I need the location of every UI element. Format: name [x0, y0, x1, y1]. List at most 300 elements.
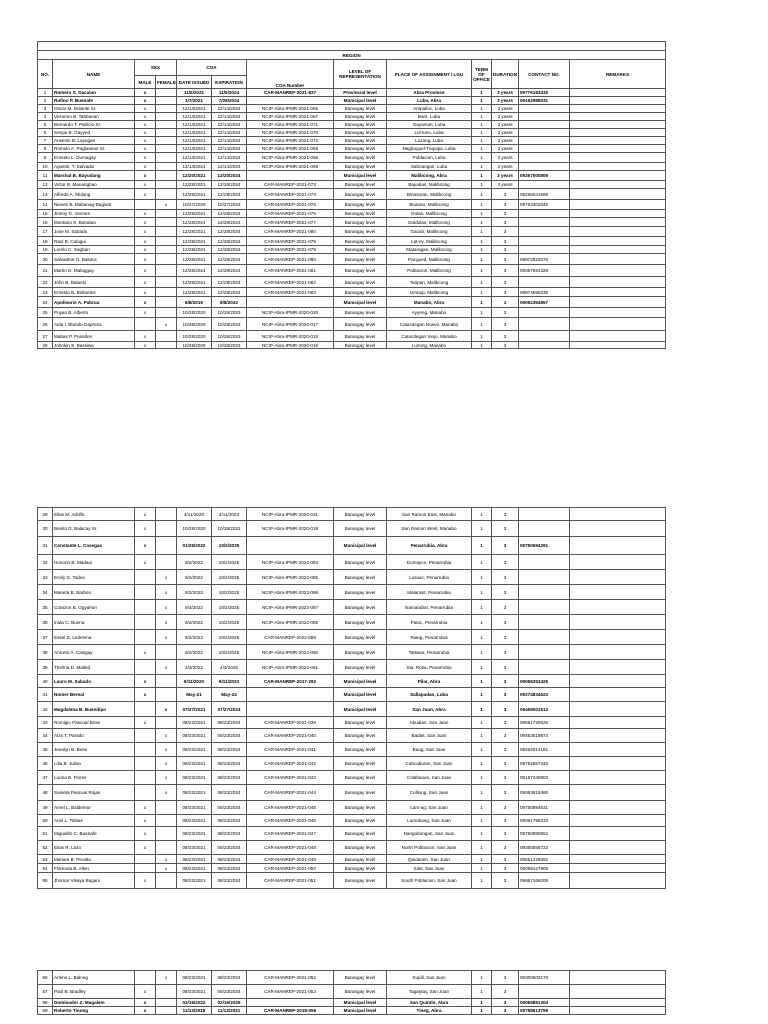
- cell-female: [156, 675, 177, 688]
- cell-name: Sanieta Pascual Rojas: [53, 785, 135, 801]
- cell-male: [135, 615, 156, 630]
- cell-date-issued: 08/23/2021: [177, 757, 212, 771]
- cell-male: [135, 771, 156, 785]
- cell-term: 1: [472, 121, 492, 129]
- cell-coa-number: CAR-MANREP-2021-075: [247, 200, 334, 210]
- cell-coa-number: CAR-MANREP-2021-042: [247, 757, 334, 771]
- cell-female: [156, 129, 177, 137]
- cell-place: Catacdegan Nuevo, Manabo: [387, 318, 472, 331]
- col-name: NAME: [53, 60, 135, 89]
- table-row: [38, 318, 666, 331]
- table-row: [38, 308, 666, 318]
- cell-date-issued: 08/23/2021: [177, 801, 212, 815]
- cell-term: 1: [472, 864, 492, 873]
- cell-expiration: 07/27/2024: [212, 702, 247, 717]
- cell-name: Benito D. Balacay Sr.: [53, 521, 135, 537]
- cell-date-issued: 9/11/2020: [177, 675, 212, 688]
- cell-male: x: [135, 246, 156, 254]
- cell-contact: [519, 555, 570, 570]
- cell-level: Barangay level: [334, 771, 387, 785]
- cell-contact: 09056253425: [519, 675, 570, 688]
- cell-contact: [519, 331, 570, 342]
- cell-name: John B. Balansi: [53, 277, 135, 288]
- cell-contact: [519, 137, 570, 145]
- cell-expiration: 12/28/2024: [212, 218, 247, 227]
- cell-coa-number: CAR-MANREP-2018-056: [247, 1007, 334, 1015]
- col-female: FEMALE: [156, 76, 177, 89]
- cell-place: Umnap, Malibcong: [387, 288, 472, 297]
- cell-date-issued: 12/14/2021: [177, 129, 212, 137]
- cell-expiration: 02/16/2025: [212, 999, 247, 1007]
- cell-male: x: [135, 227, 156, 237]
- cell-male: x: [135, 137, 156, 145]
- cell-level: Barangay level: [334, 717, 387, 729]
- cell-date-issued: 8/8/2019: [177, 297, 212, 308]
- cell-coa-number: [247, 999, 334, 1007]
- table-row: [38, 688, 666, 702]
- table-page-2: [37, 507, 666, 889]
- cell-place: Binasaran, Malibcong: [387, 189, 472, 200]
- cell-name: Corazon B. Ogyahon: [53, 600, 135, 615]
- cell-term: 1: [472, 137, 492, 145]
- table-row: [38, 1007, 666, 1015]
- cell-expiration: 10/2/2025: [212, 555, 247, 570]
- cell-remarks: [570, 297, 666, 308]
- cell-term: 1: [472, 145, 492, 153]
- cell-contact: [519, 570, 570, 585]
- cell-contact: [519, 163, 570, 171]
- cell-duration: 3: [492, 200, 519, 210]
- cell-duration: 3: [492, 227, 519, 237]
- cell-expiration: 12/14/2024: [212, 137, 247, 145]
- cell-level: Barangay level: [334, 153, 387, 163]
- cell-term: 1: [472, 89, 492, 97]
- cell-place: South Poblacion, San Juan: [387, 873, 472, 889]
- cell-name: Florenda B. Allen: [53, 864, 135, 873]
- cell-term: 1: [472, 342, 492, 349]
- table-row: [38, 288, 666, 297]
- cell-no: 28: [38, 342, 53, 349]
- cell-duration: 3: [492, 855, 519, 864]
- table-row: [38, 200, 666, 210]
- cell-date-issued: 10/28/2020: [177, 342, 212, 349]
- cell-term: 1: [472, 113, 492, 121]
- cell-duration: 3: [492, 771, 519, 785]
- cell-coa-number: CAR-MANREP-2017-292: [247, 675, 334, 688]
- cell-term: 1: [472, 277, 492, 288]
- cell-duration: 3: [492, 265, 519, 277]
- cell-date-issued: 12/28/2021: [177, 246, 212, 254]
- cell-duration: 3: [492, 288, 519, 297]
- cell-contact: [519, 113, 570, 121]
- cell-expiration: 08/23/2024: [212, 757, 247, 771]
- cell-female: x: [156, 729, 177, 743]
- table-row: [38, 218, 666, 227]
- cell-remarks: [570, 660, 666, 675]
- cell-level: Municipal level: [334, 688, 387, 702]
- cell-place: Sta. Rosa, Penarrubia: [387, 660, 472, 675]
- table-row: [38, 189, 666, 200]
- col-coa-number: COA Number: [247, 60, 334, 89]
- cell-coa-number: NCIP-Abra-IPMR-2022-086: [247, 585, 334, 600]
- cell-place: Poblacion, Malibcong: [387, 265, 472, 277]
- cell-no: 53: [38, 855, 53, 864]
- cell-date-issued: 10/28/2020: [177, 318, 212, 331]
- cell-term: 1: [472, 237, 492, 246]
- cell-coa-number: NCIP-Abra-IPMR-2021-070: [247, 129, 334, 137]
- cell-coa-number: NCIP-Abra-IPMR-2021-068: [247, 145, 334, 153]
- cell-no: 9: [38, 153, 53, 163]
- cell-no: 16: [38, 218, 53, 227]
- cell-level: Barangay level: [334, 342, 387, 349]
- cell-duration: 3 years: [492, 153, 519, 163]
- cell-no: 3: [38, 105, 53, 113]
- cell-term: 1: [472, 717, 492, 729]
- cell-term: 1: [472, 189, 492, 200]
- cell-place: Duldulao, Malibcong: [387, 218, 472, 227]
- cell-no: 41: [38, 688, 53, 702]
- cell-date-issued: 08/23/2021: [177, 841, 212, 855]
- cell-contact: [519, 521, 570, 537]
- cell-date-issued: 12/14/2021: [177, 163, 212, 171]
- cell-coa-number: NCIP-Abra-IPMR-2020-031: [247, 508, 334, 521]
- cell-contact: 09157340903: [519, 771, 570, 785]
- cell-duration: 3: [492, 971, 519, 985]
- table-row: [38, 985, 666, 999]
- cell-level: Barangay level: [334, 855, 387, 864]
- cell-name: Dominador Z. Magalem: [53, 999, 135, 1007]
- cell-coa-number: NCIP-Abra-IPMR-2021-071: [247, 121, 334, 129]
- cell-contact: 09162988031: [519, 97, 570, 105]
- cell-date-issued: 12/28/2021: [177, 277, 212, 288]
- cell-date-issued: 02/16/2022: [177, 999, 212, 1007]
- cell-no: 22: [38, 277, 53, 288]
- cell-female: [156, 277, 177, 288]
- cell-male: x: [135, 342, 156, 349]
- cell-coa-number: CAR-MANREP-2022-089: [247, 630, 334, 645]
- table-row: [38, 827, 666, 841]
- cell-duration: 3: [492, 645, 519, 660]
- cell-term: 1: [472, 702, 492, 717]
- cell-no: 2: [38, 97, 53, 105]
- cell-coa-number: NCIP-Abra-IPMR-2020-020: [247, 308, 334, 318]
- cell-place: Cabcaburao, San Juan: [387, 757, 472, 771]
- cell-duration: 3: [492, 237, 519, 246]
- cell-male: x: [135, 537, 156, 555]
- cell-name: Paul B. Bradley: [53, 985, 135, 999]
- cell-place: Dumayco, Penarrubia: [387, 555, 472, 570]
- cell-date-issued: 12/14/2021: [177, 121, 212, 129]
- cell-term: 1: [472, 645, 492, 660]
- cell-date-issued: 10/28/2020: [177, 331, 212, 342]
- cell-female: [156, 873, 177, 889]
- cell-place: Baug, San Juan: [387, 743, 472, 757]
- cell-duration: 3: [492, 342, 519, 349]
- cell-date-issued: 11/13/2018: [177, 1007, 212, 1015]
- cell-remarks: [570, 288, 666, 297]
- cell-male: [135, 200, 156, 210]
- cell-female: x: [156, 630, 177, 645]
- cell-coa-number: NCIP-Abra-IPMR-2020-018: [247, 521, 334, 537]
- cell-duration: 3 years: [492, 181, 519, 189]
- cell-duration: 3: [492, 801, 519, 815]
- cell-term: 1: [472, 246, 492, 254]
- cell-no: 30: [38, 521, 53, 537]
- cell-level: Barangay level: [334, 660, 387, 675]
- cell-remarks: [570, 210, 666, 218]
- table-row: [38, 237, 666, 246]
- cell-no: 58: [38, 999, 53, 1007]
- cell-place: Luzong, Luba: [387, 137, 472, 145]
- cell-duration: 3: [492, 537, 519, 555]
- cell-level: Barangay level: [334, 105, 387, 113]
- cell-date-issued: 12/28/2021: [177, 237, 212, 246]
- cell-term: 1: [472, 630, 492, 645]
- cell-male: x: [135, 153, 156, 163]
- cell-expiration: 10/28/2023: [212, 318, 247, 331]
- cell-term: 1: [472, 308, 492, 318]
- cell-male: x: [135, 265, 156, 277]
- cell-male: [135, 570, 156, 585]
- cell-date-issued: 12/28/2021: [177, 227, 212, 237]
- cell-term: 1: [472, 999, 492, 1007]
- cell-duration: 3: [492, 985, 519, 999]
- cell-term: 1: [472, 688, 492, 702]
- cell-male: x: [135, 331, 156, 342]
- cell-coa-number: CAR-MANREP-2021-048: [247, 841, 334, 855]
- cell-male: x: [135, 210, 156, 218]
- cell-female: [156, 105, 177, 113]
- cell-place: San Ramon West, Manabo: [387, 521, 472, 537]
- cell-remarks: [570, 985, 666, 999]
- table-row: [38, 675, 666, 688]
- cell-level: Barangay level: [334, 227, 387, 237]
- cell-coa-number: [247, 97, 334, 105]
- cell-term: 1: [472, 105, 492, 113]
- cell-remarks: [570, 521, 666, 537]
- table-row: [38, 105, 666, 113]
- cell-female: [156, 254, 177, 265]
- cell-no: 4: [38, 113, 53, 121]
- cell-level: Barangay level: [334, 145, 387, 153]
- cell-remarks: [570, 537, 666, 555]
- col-duration: DURATION: [492, 60, 519, 89]
- cell-coa-number: CAR-MANREP-2021-051: [247, 873, 334, 889]
- cell-male: x: [135, 555, 156, 570]
- cell-date-issued: 08/23/2021: [177, 873, 212, 889]
- cell-female: [156, 237, 177, 246]
- table-row: [38, 555, 666, 570]
- cell-male: [135, 729, 156, 743]
- cell-male: x: [135, 171, 156, 181]
- cell-no: 34: [38, 585, 53, 600]
- cell-remarks: [570, 855, 666, 864]
- cell-no: 51: [38, 827, 53, 841]
- cell-female: [156, 521, 177, 537]
- cell-contact: 09267500806: [519, 171, 570, 181]
- cell-remarks: [570, 137, 666, 145]
- cell-term: 1: [472, 171, 492, 181]
- cell-expiration: 12/28/2024: [212, 189, 247, 200]
- cell-female: [156, 555, 177, 570]
- cell-name: Elias M. Adolfo: [53, 508, 135, 521]
- cell-date-issued: 9/2/2022: [177, 600, 212, 615]
- cell-date-issued: 9/2/2022: [177, 645, 212, 660]
- cell-no: 52: [38, 841, 53, 855]
- cell-remarks: [570, 600, 666, 615]
- table-row: [38, 971, 666, 985]
- cell-date-issued: 12/28/2021: [177, 210, 212, 218]
- cell-coa-number: NCIP-Abra-IPMR-2021-066: [247, 153, 334, 163]
- cell-expiration: 10/2/2025: [212, 600, 247, 615]
- cell-term: 1: [472, 675, 492, 688]
- cell-expiration: 08/23/2024: [212, 827, 247, 841]
- cell-male: x: [135, 277, 156, 288]
- cell-coa-number: NCIP-Abra-IPMR-2022-088: [247, 615, 334, 630]
- col-sex: SEX: [135, 60, 177, 76]
- cell-name: Mariam B. Peralta: [53, 855, 135, 864]
- cell-name: Aida I. Blando-Dapreza: [53, 318, 135, 331]
- cell-contact: [519, 342, 570, 349]
- cell-term: 1: [472, 660, 492, 675]
- cell-duration: 3: [492, 246, 519, 254]
- cell-date-issued: 1/7/2021: [177, 97, 212, 105]
- col-coa: COA: [177, 60, 247, 76]
- cell-contact: [519, 227, 570, 237]
- table-row: [38, 743, 666, 757]
- cell-contact: 09753302046: [519, 200, 570, 210]
- cell-contact: 09750994631: [519, 801, 570, 815]
- cell-level: Municipal level: [334, 97, 387, 105]
- cell-level: Barangay level: [334, 129, 387, 137]
- cell-duration: 3: [492, 675, 519, 688]
- cell-coa-number: CAR-MANREP-2021-045: [247, 801, 334, 815]
- cell-male: [135, 757, 156, 771]
- cell-no: 11: [38, 171, 53, 181]
- cell-term: 1: [472, 331, 492, 342]
- cell-female: x: [156, 771, 177, 785]
- cell-remarks: [570, 163, 666, 171]
- cell-no: 17: [38, 227, 53, 237]
- cell-no: 21: [38, 265, 53, 277]
- cell-duration: 3: [492, 308, 519, 318]
- cell-remarks: [570, 630, 666, 645]
- cell-duration: 3 years: [492, 113, 519, 121]
- cell-place: Nangubongan, San Juan: [387, 827, 472, 841]
- cell-coa-number: NCIP-Abra-IPMR-2021-072: [247, 137, 334, 145]
- cell-contact: 09551720625: [519, 717, 570, 729]
- cell-female: [156, 331, 177, 342]
- cell-female: x: [156, 660, 177, 675]
- cell-term: 1: [472, 265, 492, 277]
- cell-expiration: 10/2/2025: [212, 585, 247, 600]
- cell-no: 48: [38, 785, 53, 801]
- cell-male: x: [135, 815, 156, 827]
- cell-female: [156, 537, 177, 555]
- cell-female: [156, 218, 177, 227]
- cell-no: 56: [38, 971, 53, 985]
- cell-remarks: [570, 89, 666, 97]
- cell-name: Marieta B. Barbon: [53, 585, 135, 600]
- cell-expiration: 12/28/2024: [212, 246, 247, 254]
- cell-remarks: [570, 570, 666, 585]
- col-term: TERM OF OFFICE: [472, 60, 492, 89]
- cell-date-issued: 12/14/2021: [177, 145, 212, 153]
- cell-duration: 3: [492, 615, 519, 630]
- cell-duration: 3: [492, 277, 519, 288]
- table-row: [38, 121, 666, 129]
- cell-name: Victorino B. Tabbanan: [53, 113, 135, 121]
- cell-name: Romigio Pascual Bose: [53, 717, 135, 729]
- cell-duration: 3: [492, 570, 519, 585]
- cell-date-issued: 10/27/2020: [177, 200, 212, 210]
- table-row: [38, 615, 666, 630]
- cell-female: x: [156, 855, 177, 864]
- cell-expiration: 12/14/2024: [212, 153, 247, 163]
- cell-contact: 09551226062: [519, 855, 570, 864]
- cell-female: [156, 113, 177, 121]
- col-no: NO.: [38, 60, 53, 89]
- cell-place: Quidaoen, San Juan: [387, 855, 472, 864]
- cell-duration: 3 years: [492, 129, 519, 137]
- cell-coa-number: CAR-MANREP-2021-053: [247, 985, 334, 999]
- cell-term: 1: [472, 771, 492, 785]
- cell-contact: [519, 210, 570, 218]
- cell-female: x: [156, 971, 177, 985]
- cell-level: Municipal level: [334, 675, 387, 688]
- cell-duration: 3: [492, 743, 519, 757]
- cell-coa-number: CAR-MANREP-2021-049: [247, 855, 334, 864]
- cell-no: 31: [38, 537, 53, 555]
- cell-level: Barangay level: [334, 585, 387, 600]
- cell-level: Barangay level: [334, 277, 387, 288]
- cell-place: San Juan, Abra: [387, 702, 472, 717]
- cell-place: Malibcong, Abra: [387, 171, 472, 181]
- cell-contact: 09266041669: [519, 189, 570, 200]
- cell-duration: 3: [492, 210, 519, 218]
- cell-no: 35: [38, 600, 53, 615]
- cell-contact: [519, 277, 570, 288]
- cell-female: [156, 137, 177, 145]
- cell-female: [156, 801, 177, 815]
- cell-expiration: 11/13/2021: [212, 1007, 247, 1015]
- cell-level: Barangay level: [334, 308, 387, 318]
- cell-term: 1: [472, 521, 492, 537]
- cell-date-issued: 12/14/2021: [177, 137, 212, 145]
- cell-duration: 3: [492, 785, 519, 801]
- cell-expiration: 12/28/2024: [212, 277, 247, 288]
- table-row: [38, 815, 666, 827]
- cell-term: 1: [472, 873, 492, 889]
- cell-expiration: 08/23/2024: [212, 717, 247, 729]
- cell-remarks: [570, 999, 666, 1007]
- cell-level: Barangay level: [334, 743, 387, 757]
- cell-male: x: [135, 237, 156, 246]
- cell-female: [156, 999, 177, 1007]
- cell-contact: [519, 585, 570, 600]
- cell-male: x: [135, 645, 156, 660]
- cell-duration: 3: [492, 521, 519, 537]
- table-row: [38, 801, 666, 815]
- cell-date-issued: 08/23/2021: [177, 827, 212, 841]
- cell-male: x: [135, 254, 156, 265]
- cell-term: 1: [472, 757, 492, 771]
- table-row: [38, 171, 666, 181]
- cell-remarks: [570, 864, 666, 873]
- cell-contact: [519, 985, 570, 999]
- cell-place: Tattawa, Penarrubia: [387, 645, 472, 660]
- cell-no: 40: [38, 675, 53, 688]
